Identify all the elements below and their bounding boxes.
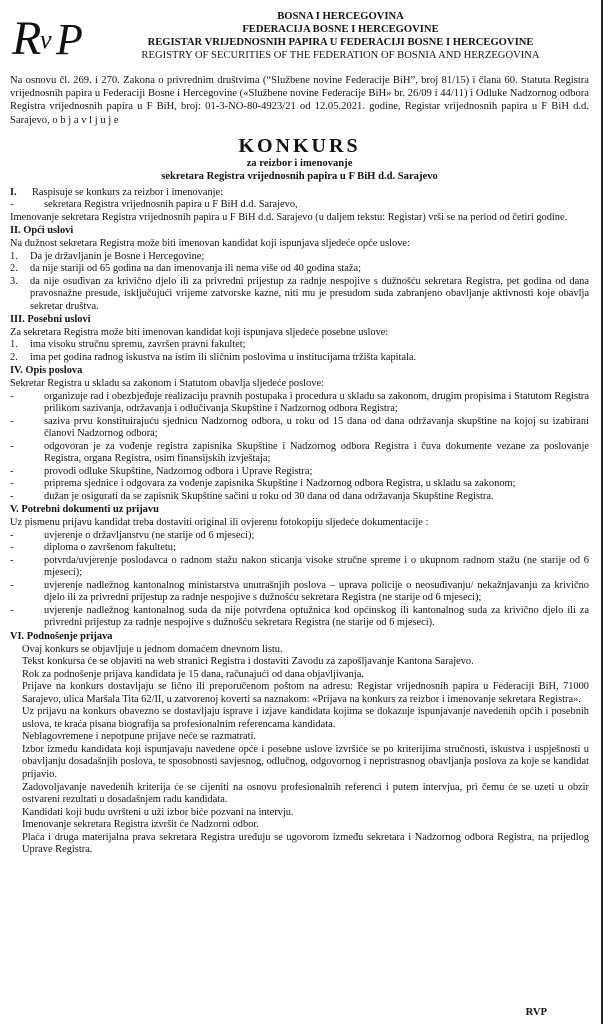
section-5-title: V. Potrebni dokumenti uz prijavu (10, 504, 159, 516)
item-marker: 3. (10, 275, 18, 287)
item-text: potvrda/uvjerenje poslodavca o radnom stažu nakon sticanja visoke stručne spreme i o ukupnom radnom stažu (ne starije od 6 mjeseci); (44, 554, 589, 579)
section-4-title: IV. Opis poslova (10, 365, 83, 377)
item-text: provodi odluke Skupštine, Nadzornog odbora i Uprave Registra; (44, 465, 313, 477)
list-item (10, 580, 589, 605)
item-marker: - (10, 542, 14, 554)
paragraph: Imenovanje sekretara Registra izvršit će Nadzorni odbor. (22, 819, 259, 831)
footer-signature: RVP (525, 1007, 547, 1018)
list-item (10, 416, 589, 441)
svg-text:P: P (56, 15, 83, 64)
item-text: ima pet godina radnog iskustva na istim ili sličnim poslovima u institucijama tržišta kapitala. (30, 351, 417, 363)
header-registry-bs: REGISTAR VRIJEDNOSNIH PAPIRA U FEDERACIJI BOSNE I HERCEGOVINE (147, 37, 534, 48)
list-item (10, 352, 589, 365)
item-marker: - (10, 478, 14, 490)
list-item (10, 466, 589, 479)
notice-body (10, 187, 589, 857)
list-item (10, 530, 589, 543)
item-text: ima visoku stručnu spremu, završen pravni fakultet; (30, 339, 246, 351)
svg-text:R: R (12, 12, 42, 65)
header-lines (92, 10, 589, 62)
section-5-lead: Uz pismenu prijavu kandidat treba dostaviti original ili ovjerenu fotokopiju sljedeće dokumentacije : (10, 517, 429, 529)
item-text: Da je državljanin je Bosne i Hercegovine; (30, 250, 205, 262)
paragraph: Rok za podnošenje prijava kandidata je 15 dana, računajući od dana objavljivanja. (22, 668, 364, 680)
list-item (10, 339, 589, 352)
section-2-title: II. Opći uslovi (10, 225, 74, 237)
header-federation: FEDERACIJA BOSNE I HERCEGOVINE (242, 24, 439, 35)
list-item (10, 605, 589, 630)
list-item (10, 478, 589, 491)
list-item (10, 251, 589, 264)
list-item (10, 441, 589, 466)
item-text: organizuje rad i obezbjeđuje realizaciju pravnih postupaka i procedura u skladu sa zakonom, drugim propisima i Statutom Registra prilikom sazivanja, održavanja i odlučivanja Skupštine i Nadzornog odbora Registra; (44, 390, 589, 415)
paragraph: Kandidati koji budu uvršteni u uži izbor biće pozvani na intervju. (22, 806, 294, 818)
paragraph: Neblagovremene i nepotpune prijave neće se razmatrati. (22, 731, 256, 743)
section-1-head (10, 187, 589, 200)
item-text: odgovoran je za vođenje registra zapisnika Skupštine i Nadzornog odbora Registra i čuva dokumente vezane za poslovanje Registra, organa Registra, osim finansijskih izvještaja; (44, 440, 589, 465)
item-text: uvjerenje o državljanstvu (ne starije od 6 mjeseci); (44, 529, 255, 541)
item-marker: - (10, 529, 14, 541)
item-marker: - (10, 579, 14, 591)
section-1-item (10, 199, 589, 212)
section-3-lead: Za sekretara Registra može biti imenovan kandidat koji ispunjava sljedeće posebne uslove: (10, 326, 389, 338)
item-marker: - (10, 554, 14, 566)
header-country: BOSNA I HERCEGOVINA (277, 11, 404, 22)
header (10, 6, 589, 72)
item-text: uvjerenje nadležnog kantonalnog suda da nije potvrđena optužnica kod općinskog ili kantonalnog suda za krivično djelo ili za privredni prijestup za radnje nespojive s dužnošću sekretara Registra (ne starije od 6 mjeseci). (44, 604, 589, 629)
list-item (10, 391, 589, 416)
paragraph: Uz prijavu na konkurs obavezno se dostavljaju isprave i izjave kandidata kojima se dokazuje ispunjavanje navedenih općih i posebnih uslova, te kraća pisana biografija sa profesionalnim referencama kandidata. (22, 706, 589, 730)
section-1-text: Imenovanje sekretara Registra vrijednosnih papira u F BiH d.d. Sarajevo (u daljem tekstu: Registar) vrši se na period od četiri godine. (10, 211, 568, 223)
item-text: priprema sjednice i odgovara za vođenje zapisnika Skupštine i Nadzornog odbora Registra, u skladu sa zakonom; (44, 478, 516, 490)
rvp-logo-icon (10, 8, 86, 68)
paragraph: Izbor između kandidata koji ispunjavaju navedene opće i posebne uslove izvršiće se po kriterijima stručnosti, iskustva i uspješnosti u obavljanju dosadašnjih poslova, te sposobnosti savjesnog, odlučnog, odgovornog i nepristrasnog obavljanja poslova za koje se kandidat prijavio. (22, 743, 589, 780)
section-1-item-text: sekretara Registra vrijednosnih papira u F BiH d.d. Sarajevo, (44, 199, 298, 211)
notice-title: KONKURS (238, 134, 361, 157)
item-text: da nije osuđivan za krivično djelo ili za privredni prijestup za radnje nespojive s dužnošću sekretara Registra, pet godina od dana pravosnažne presude, isključujući vrijeme zatvorske kazne, niti mu je presudom suda zabranjeno obavljanje aktivnosti koje obavlja sekretar društva. (30, 275, 589, 312)
list-item (10, 542, 589, 555)
paragraph: Prijave na konkurs dostavljaju se lično ili preporučenom poštom na adresu: Registar vrijednosnih papira u Federaciji BiH, 71000 Sarajevo, ulica Maršala Tita 62/II, u zatvorenoj koverti sa naznakom: «Prijava na konkurs za reizbor i imenovanje sekretara Registra». (22, 681, 589, 705)
section-2-lead: Na dužnost sekretara Registra može biti imenovan kandidat koji ispunjava sljedeće opće uslove: (10, 238, 410, 249)
svg-text:v: v (40, 25, 52, 54)
section-1-item-dash: - (10, 199, 14, 211)
item-text: saziva prvu konstituirajuću sjednicu Nadzornog odbora, u roku od 15 dana od dana održavanja skupštine na kojoj su izabirani članovi Nadzornog odbora; (44, 415, 589, 440)
item-marker: - (10, 465, 14, 477)
item-marker: - (10, 390, 14, 402)
paragraph: Ovaj konkurs se objavljuje u jednom domaćem dnevnom listu. (22, 643, 283, 655)
list-item (10, 555, 589, 580)
list-item (10, 276, 589, 314)
item-text: da nije stariji od 65 godina na dan imenovanja ili nema više od 40 godina staža; (30, 263, 361, 275)
paragraph: Tekst konkursa će se objaviti na web stranici Registra i dostaviti Zavodu za zapošljavanje Kantona Sarajevo. (22, 656, 474, 668)
paragraph: Zadovoljavanje navedenih kriterija će se cijeniti na osnovu profesionalnih referenci i putem intervjua, pri čemu će se uzeti u obzir ostvareni rezultati u dosadašnjem radu kandidata. (22, 781, 589, 806)
section-1-lead: Raspisuje se konkurs za reizbor i imenovanje: (32, 186, 224, 198)
section-6-title: VI. Podnošenje prijava (10, 630, 113, 642)
item-marker: - (10, 415, 14, 427)
item-marker: 2. (10, 263, 18, 275)
item-marker: 2. (10, 351, 18, 363)
item-marker: 1. (10, 250, 18, 262)
item-text: uvjerenje nadležnog kantonalnog ministarstva unutrašnjih poslova – uprava policije o neosuđivanju/ nekažnjavanju za krivično djelo ili za privredni prijestup za radnje nespojive s dužnošću sekretara Registra (ne starije od 6 mjeseci); (44, 579, 589, 604)
item-text: diploma o završenom fakultetu; (44, 542, 176, 554)
paragraph: Plaća i druga materijalna prava sekretara Registra uređuju se ugovorom između sekretara i Nadzornog odbora Registra, na prijedlog Uprave Registra. (22, 831, 589, 856)
list-item (10, 491, 589, 504)
notice-subtitle-2: sekretara Registra vrijednosnih papira u F BiH d.d. Sarajevo (161, 170, 438, 182)
list-item (10, 263, 589, 276)
intro-paragraph: Na osnovu čl. 269. i 270. Zakona o privrednim društvima (“Službene novine Federacije BiH”, broj 81/15) i člana 60. Statuta Registra vrijednosnih papira u Federaciji Bosne i Hercegovine («Službene novine Federacije BiH» br. 26/09 i 44/11) i Odluke Nadzornog odbora Registra vrijednosnih papira u F BiH, broj: 01-3-NO-80-4923/21 od 12.05.2021. godine, Registar vrijednosnih papira u F BiH d.d. Sarajevo, o b j a v l j u j e (10, 75, 589, 126)
item-marker: - (10, 490, 14, 502)
notice-subtitle-1: za reizbor i imenovanje (246, 157, 353, 169)
header-registry-en: REGISTRY OF SECURITIES OF THE FEDERATION OF BOSNIA AND HERZEGOVINA (141, 50, 540, 61)
section-1-num: I. (10, 186, 17, 198)
item-marker: - (10, 604, 14, 616)
item-text: dužan je osigurati da se zapisnik Skupštine sačini u roku od 30 dana od dana održavanja Skupštine Registra. (44, 490, 494, 502)
section-4-lead: Sekretar Registra u skladu sa zakonom i Statutom obavlja sljedeće poslove: (10, 378, 324, 390)
section-3-title: III. Posebni uslovi (10, 314, 91, 326)
item-marker: - (10, 440, 14, 452)
item-marker: 1. (10, 339, 18, 351)
